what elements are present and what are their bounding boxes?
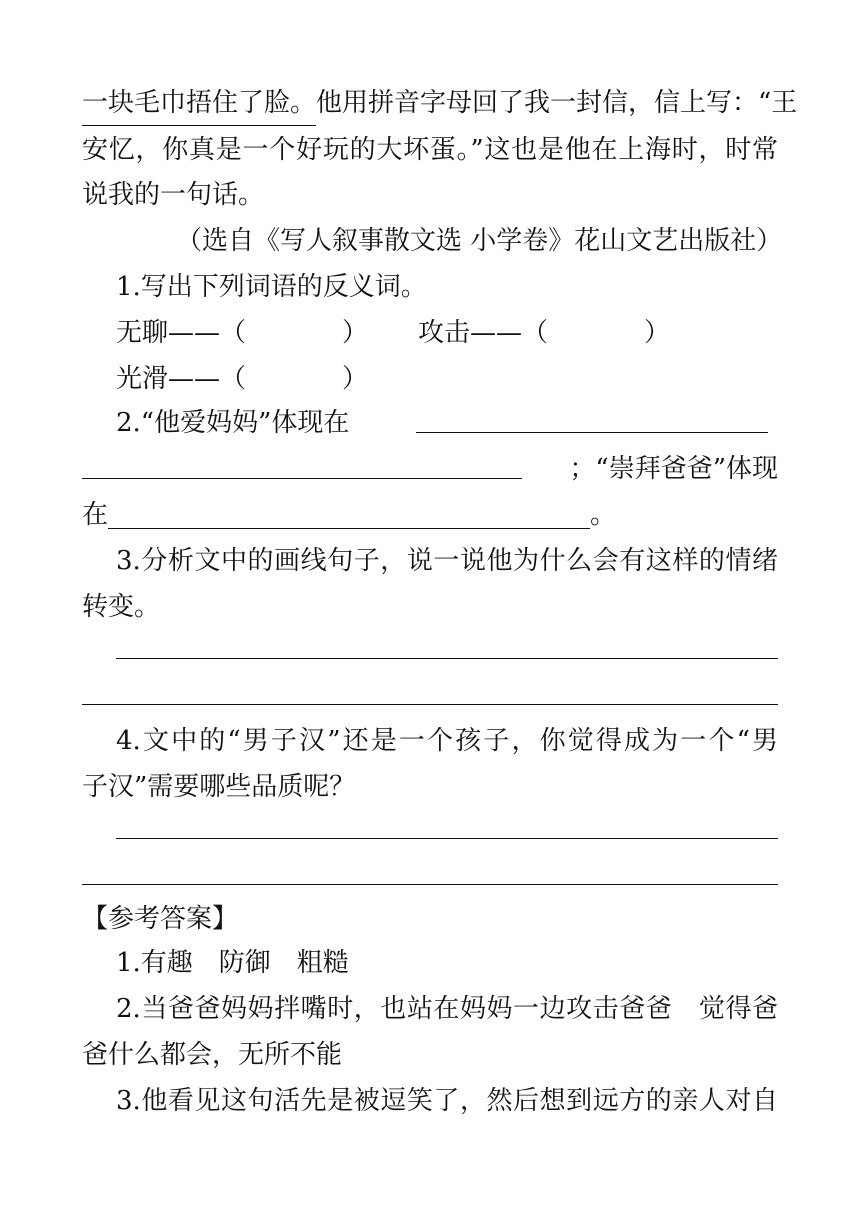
story-line-3: 说我的一句话。 xyxy=(82,180,265,210)
story-line-2 xyxy=(82,127,778,173)
antonym-word-3: 光滑——（ xyxy=(116,364,247,394)
question-2-part-1: 2.“他爱妈妈”体现在 xyxy=(116,408,350,438)
close-paren-1: ） xyxy=(342,318,369,348)
question-2-part-3-end: 。 xyxy=(590,500,617,530)
antonym-word-2: 攻击——（ xyxy=(418,318,549,348)
question-3-line-2: 转变。 xyxy=(82,592,161,622)
story-line-1 xyxy=(82,80,798,126)
question-1-row-2 xyxy=(116,356,368,402)
answer-line-q3-1[interactable] xyxy=(116,658,778,659)
source-citation: （选自《写人叙事散文选 小学卷》花山文艺出版社） xyxy=(176,226,783,256)
question-2-part-3-start: 在 xyxy=(82,500,109,530)
answer-1: 1.有趣 防御 粗糙 xyxy=(116,948,349,978)
underlined-sentence: 一块毛巾捂住了脸。 xyxy=(82,80,316,126)
answer-blank-q2-b[interactable] xyxy=(82,478,522,479)
answer-line-q3-2[interactable] xyxy=(82,704,778,705)
story-line-2-text: 安忆，你真是一个好玩的大坏蛋。”这也是他在上海时，时常 xyxy=(82,135,778,165)
question-2-part-3 xyxy=(82,492,616,538)
answer-line-q4-1[interactable] xyxy=(116,838,778,839)
question-1-row-1 xyxy=(116,310,670,356)
antonym-word-1: 无聊——（ xyxy=(116,318,247,348)
answers-heading: 【参考答案】 xyxy=(82,904,239,934)
answer-blank-q2-a[interactable] xyxy=(416,432,768,433)
close-paren-3: ） xyxy=(342,364,369,394)
question-2-part-2: ；“崇拜爸爸”体现 xyxy=(569,454,778,484)
question-1-prompt: 1.写出下列词语的反义词。 xyxy=(116,272,427,302)
answer-2-line-2: 爸什么都会，无所不能 xyxy=(82,1040,343,1070)
close-paren-2: ） xyxy=(644,318,671,348)
question-3-line-1: 3.分析文中的画线句子，说一说他为什么会有这样的情绪 xyxy=(116,546,778,576)
answer-3-line-1: 3.他看见这句活先是被逗笑了，然后想到远方的亲人对自 xyxy=(116,1086,778,1116)
answer-2-line-1: 2.当爸爸妈妈拌嘴时，也站在妈妈一边攻击爸爸 觉得爸 xyxy=(116,994,778,1024)
answer-line-q4-2[interactable] xyxy=(82,884,778,885)
story-line-1-rest: 他用拼音字母回了我一封信，信上写：“王 xyxy=(316,88,798,118)
question-4-line-1: 4.文中的“男子汉”还是一个孩子，你觉得成为一个“男 xyxy=(116,726,778,756)
answer-blank-q2-c[interactable] xyxy=(108,498,590,529)
question-4-line-2: 子汉”需要哪些品质呢？ xyxy=(82,772,356,802)
